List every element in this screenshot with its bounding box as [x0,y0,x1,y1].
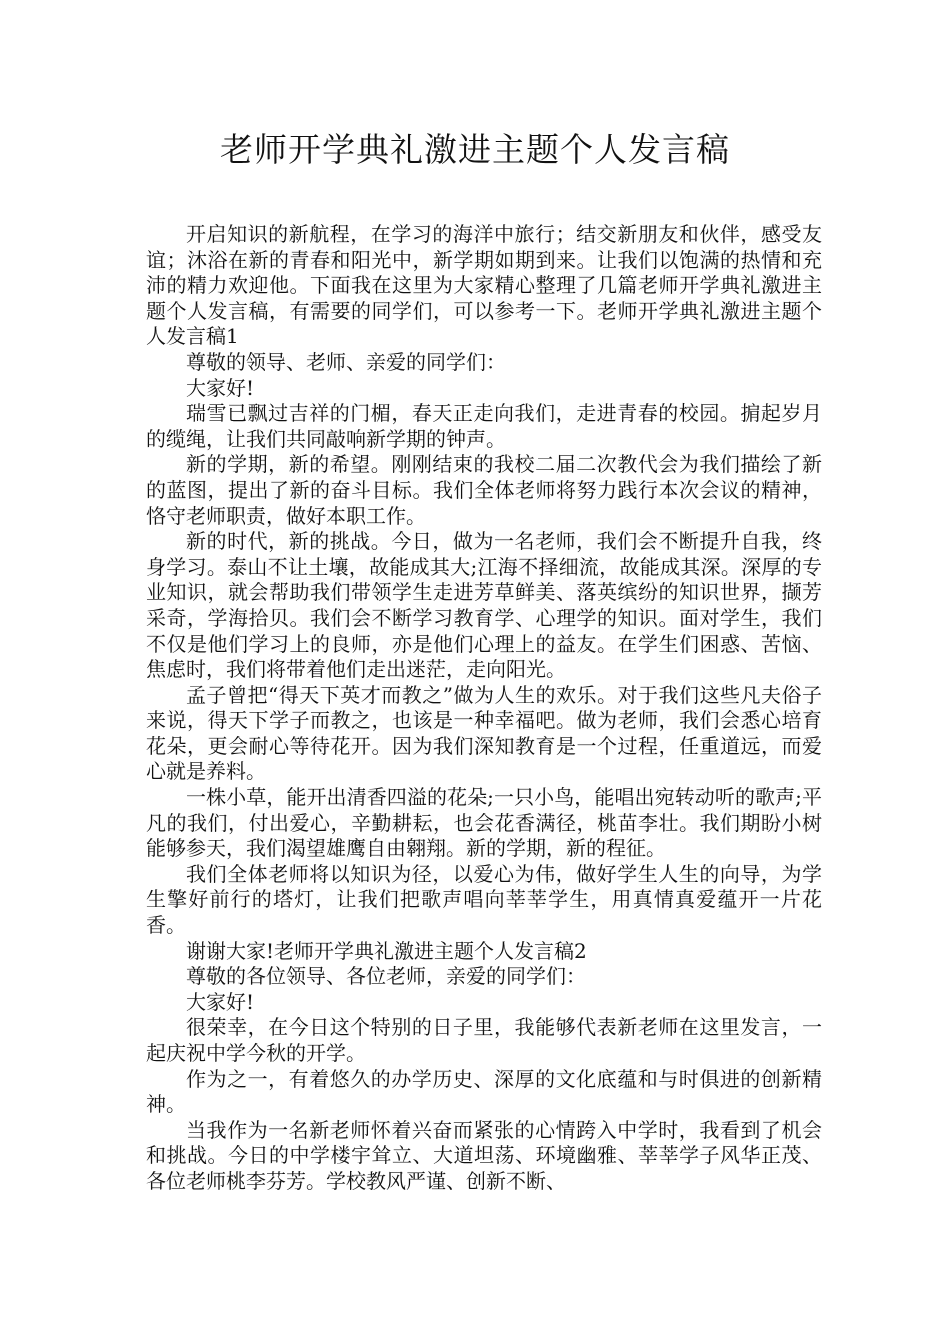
paragraph: 我们全体老师将以知识为径，以爱心为伟，做好学生人生的向导，为学生擎好前行的塔灯，让我们把歌声唱向莘莘学生，用真情真爱蕴开一片花香。 [146,861,822,938]
paragraph: 新的时代，新的挑战。今日，做为一名老师，我们会不断提升自我，终身学习。泰山不让土壤，故能成其大;江海不择细流，故能成其深。深厚的专业知识，就会帮助我们带领学生走进芳草鲜美、落英缤纷的知识世界，撷芳采奇，学海拾贝。我们会不断学习教育学、心理学的知识。面对学生，我们不仅是他们学习上的良师，亦是他们心理上的益友。在学生们困惑、苦恼、焦虑时，我们将带着他们走出迷茫，走向阳光。 [146,529,822,682]
document-title: 老师开学典礼激进主题个人发言稿 [220,130,730,169]
paragraph-intro: 开启知识的新航程，在学习的海洋中旅行；结交新朋友和伙伴，感受友谊；沐浴在新的青春和阳光中，新学期如期到来。让我们以饱满的热情和充沛的精力欢迎他。下面我在这里为大家精心整理了几篇老师开学典礼激进主题个人发言稿，有需要的同学们，可以参考一下。老师开学典礼激进主题个人发言稿1 [146,222,822,349]
paragraph: 孟子曾把“得天下英才而教之”做为人生的欢乐。对于我们这些凡夫俗子来说，得天下学子而教之，也该是一种幸福吧。做为老师，我们会悉心培育花朵，更会耐心等待花开。因为我们深知教育是一个过程，任重道远，而爱心就是养料。 [146,682,822,784]
paragraph: 作为之一，有着悠久的办学历史、深厚的文化底蕴和与时俱进的创新精神。 [146,1066,822,1117]
paragraph: 一株小草，能开出清香四溢的花朵;一只小鸟，能唱出宛转动听的歌声;平凡的我们，付出爱心，辛勤耕耘，也会花香满径，桃苗李壮。我们期盼小树能够参天，我们渴望雄鹰自由翱翔。新的学期，新的程征。 [146,785,822,861]
paragraph: 新的学期，新的希望。刚刚结束的我校二届二次教代会为我们描绘了新的蓝图，提出了新的奋斗目标。我们全体老师将努力践行本次会议的精神，恪守老师职责，做好本职工作。 [146,452,822,528]
paragraph: 很荣幸，在今日这个特别的日子里，我能够代表新老师在这里发言，一起庆祝中学今秋的开学。 [146,1015,822,1065]
document-body [146,222,822,1195]
paragraph-greeting: 大家好! [186,375,255,400]
paragraph-closing: 谢谢大家!老师开学典礼激进主题个人发言稿2 [186,938,587,963]
paragraph-salutation: 尊敬的各位领导、各位老师，亲爱的同学们： [186,964,586,989]
paragraph-salutation: 尊敬的领导、老师、亲爱的同学们： [186,349,506,374]
paragraph-greeting: 大家好! [186,989,255,1014]
paragraph: 当我作为一名新老师怀着兴奋而紧张的心情跨入中学时，我看到了机会和挑战。今日的中学楼宇耸立、大道坦荡、环境幽雅、莘莘学子风华正茂、各位老师桃李芬芳。学校教风严谨、创新不断、 [146,1117,822,1193]
paragraph: 瑞雪已飘过吉祥的门楣，春天正走向我们，走进青春的校园。掮起岁月的缆绳，让我们共同敲响新学期的钟声。 [146,401,822,451]
